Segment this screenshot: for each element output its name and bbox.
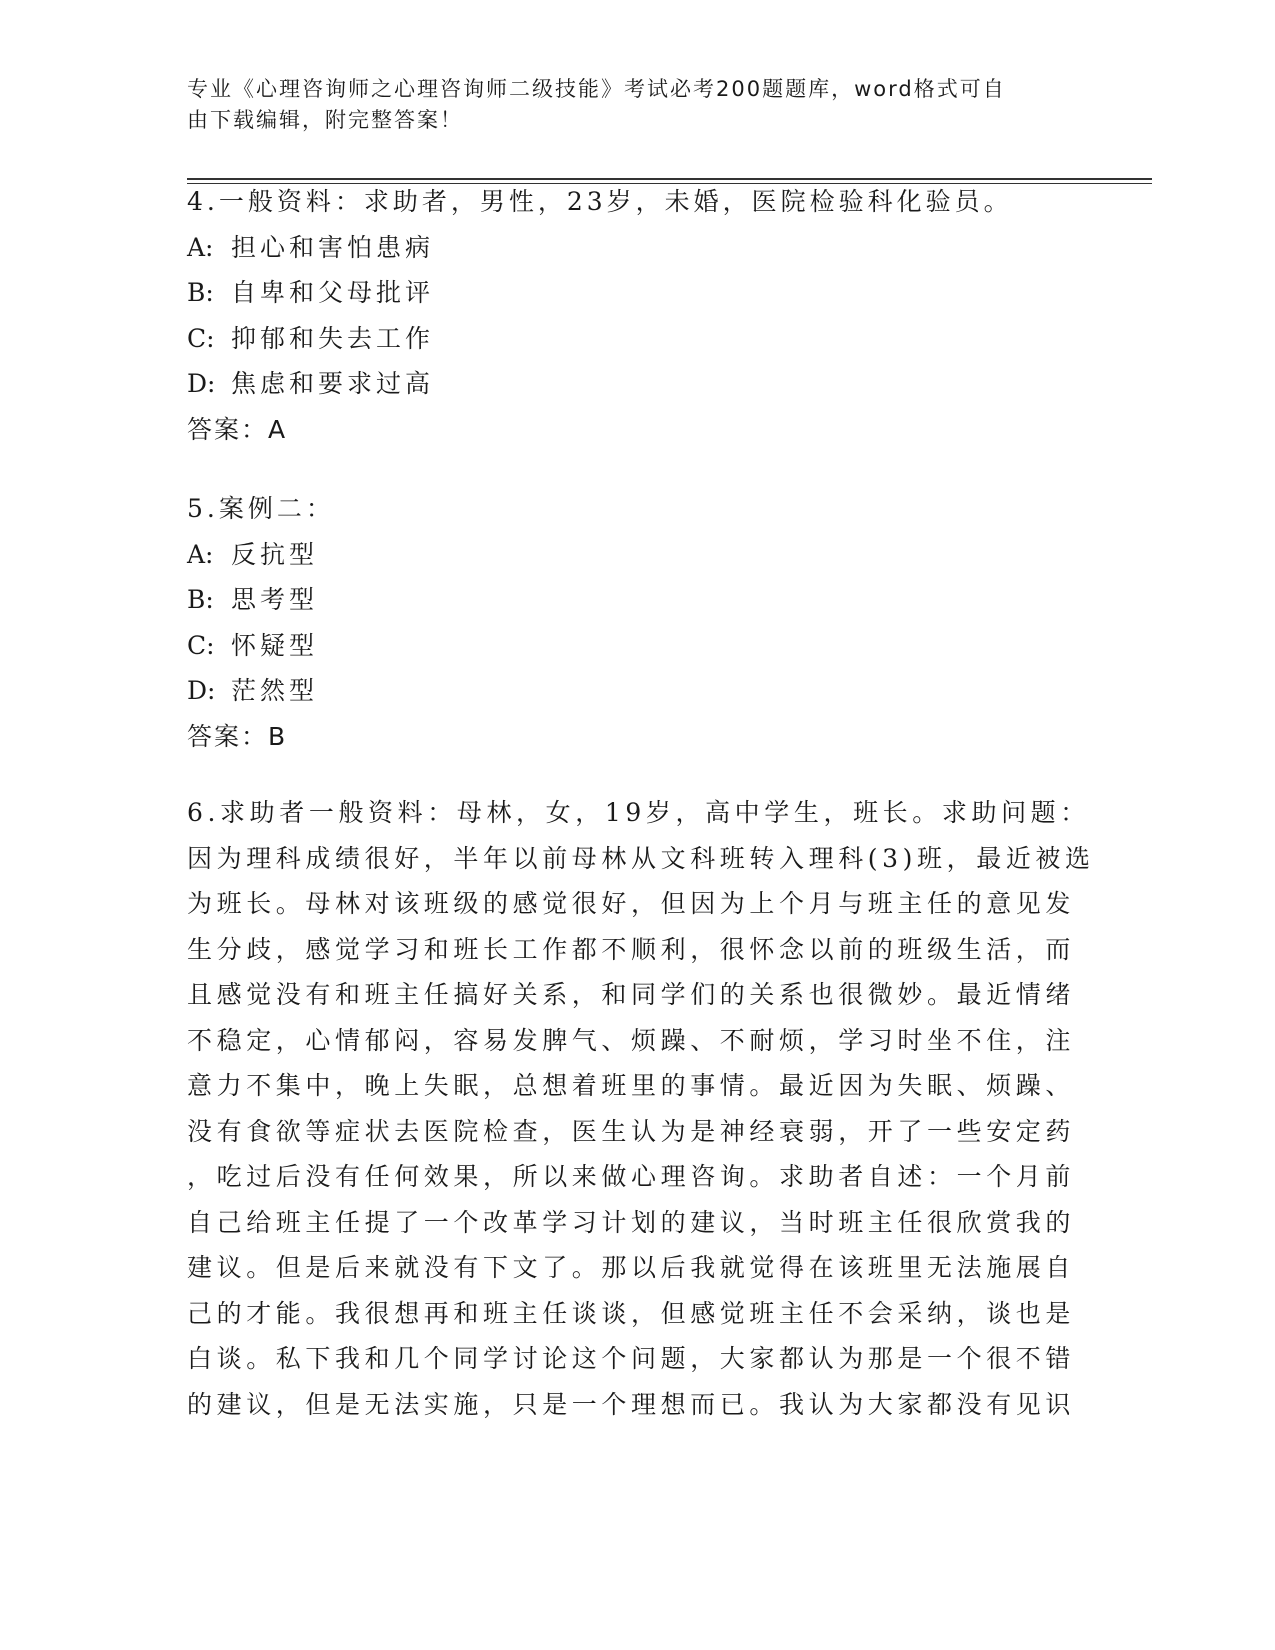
question-text-line: 意力不集中，晚上失眠，总想着班里的事情。最近因为失眠、烦躁、 (187, 1071, 1076, 1100)
question-4 (187, 179, 1067, 452)
question-text-line: 己的才能。我很想再和班主任谈谈，但感觉班主任不会采纳，谈也是 (187, 1298, 1076, 1328)
document-header (187, 74, 1057, 136)
question-text-line: 建议。但是后来就没有下文了。那以后我就觉得在该班里无法施展自 (187, 1253, 1076, 1282)
option-letter: A: (187, 539, 214, 569)
option-text: 思考型 (231, 585, 319, 614)
option-letter: B: (187, 585, 214, 614)
question-text-line: 不稳定，心情郁闷，容易发脾气、烦躁、不耐烦，学习时坐不住，注 (187, 1025, 1076, 1055)
option-a (187, 532, 1067, 578)
option-d (187, 668, 1067, 714)
option-text: 焦虑和要求过高 (231, 369, 435, 398)
option-b (187, 577, 1067, 623)
question-text-line: 自己给班主任提了一个改革学习计划的建议，当时班主任很欣赏我的 (187, 1207, 1076, 1237)
answer-label: 答案：B (187, 721, 288, 751)
option-text: 担心和害怕患病 (231, 232, 435, 262)
option-letter: C: (187, 323, 215, 353)
question-text-line: 没有食欲等症状去医院检查，医生认为是神经衰弱，开了一些安定药 (187, 1116, 1076, 1146)
option-text: 自卑和父母批评 (231, 278, 435, 307)
question-text-line: 因为理科成绩很好，半年以前母林从文科班转入理科(3)班，最近被选 (187, 843, 1095, 873)
option-letter: C: (187, 630, 215, 660)
question-6 (187, 790, 1095, 1427)
option-d (187, 361, 1067, 407)
header-title-line-1: 专业《心理咨询师之心理咨询师二级技能》考试必考200题题库，word格式可自 (187, 77, 1006, 101)
question-stem: 5.案例二： (187, 494, 335, 523)
option-text: 抑郁和失去工作 (231, 323, 435, 353)
question-text-line: 6.求助者一般资料：母林，女，19岁，高中学生，班长。求助问题： (187, 798, 1090, 827)
option-letter: D: (187, 369, 216, 398)
option-text: 茫然型 (231, 676, 319, 705)
option-letter: A: (187, 232, 214, 262)
question-text-line: ，吃过后没有任何效果，所以来做心理咨询。求助者自述：一个月前 (187, 1162, 1076, 1191)
question-text-line: 且感觉没有和班主任搞好关系，和同学们的关系也很微妙。最近情绪 (187, 980, 1076, 1009)
header-title-line-2: 由下载编辑，附完整答案！ (187, 108, 463, 132)
option-c (187, 623, 1067, 669)
question-text-line: 为班长。母林对该班级的感觉很好，但因为上个月与班主任的意见发 (187, 889, 1076, 918)
question-text-line: 白谈。私下我和几个同学讨论这个问题，大家都认为那是一个很不错 (187, 1344, 1076, 1373)
option-text: 怀疑型 (231, 630, 319, 660)
option-letter: B: (187, 278, 214, 307)
option-b (187, 270, 1067, 316)
question-stem: 4.一般资料：求助者，男性，23岁，未婚，医院检验科化验员。 (187, 187, 1013, 216)
option-a (187, 225, 1067, 271)
question-text-line: 生分歧，感觉学习和班长工作都不顺利，很怀念以前的班级生活，而 (187, 934, 1076, 964)
option-text: 反抗型 (231, 539, 319, 569)
question-text-line: 的建议，但是无法实施，只是一个理想而已。我认为大家都没有见识 (187, 1389, 1076, 1419)
answer-label: 答案：A (187, 414, 288, 444)
option-c (187, 316, 1067, 362)
question-5 (187, 486, 1067, 759)
option-letter: D: (187, 676, 216, 705)
